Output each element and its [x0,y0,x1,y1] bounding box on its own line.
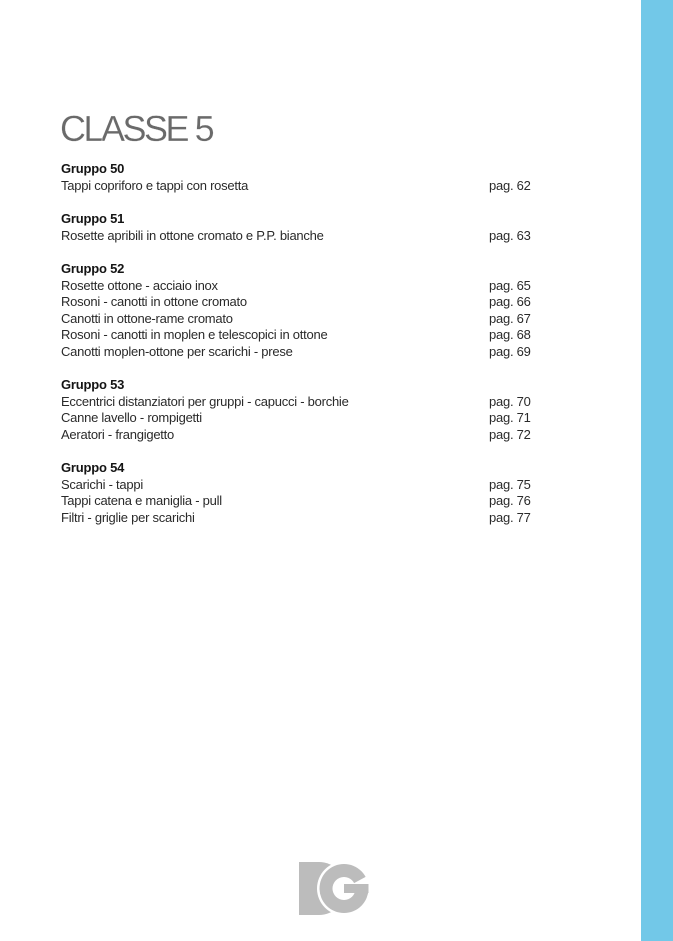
entry-page-number: pag. 77 [489,509,531,525]
entry-label: Tappi copriforo e tappi con rosetta [61,177,249,193]
toc-entry [61,427,535,444]
group-title: Gruppo 52 [61,261,125,276]
group-title: Gruppo 54 [61,460,125,475]
entry-label: Eccentrici distanziatori per gruppi - capucci - borchie [61,393,349,409]
entry-label: Canotti in ottone-rame cromato [61,310,233,326]
entry-label: Rosette apribili in ottone cromato e P.P. bianche [61,227,324,243]
company-logo [299,862,371,920]
toc-group [61,261,535,360]
group-title: Gruppo 51 [61,211,125,226]
toc-entry [61,344,535,361]
entry-page-number: pag. 76 [489,493,531,508]
toc-entry [61,327,535,344]
entry-label: Canotti moplen-ottone per scarichi - prese [61,343,293,359]
entry-page-number: pag. 68 [489,327,531,342]
dg-monogram-logo [299,862,371,915]
entry-page-number: pag. 69 [489,343,531,359]
toc-entry [61,311,535,328]
entry-label: Filtri - griglie per scarichi [61,509,195,525]
entry-label: Tappi catena e maniglia - pull [61,493,222,508]
toc-entry [61,294,535,311]
toc-entry [61,178,535,195]
entry-page-number: pag. 65 [489,277,531,293]
toc-entry [61,410,535,427]
toc-group [61,211,535,244]
entry-label: Rosoni - canotti in moplen e telescopici in ottone [61,327,328,342]
toc-entry [61,394,535,411]
entry-page-number: pag. 66 [489,294,531,309]
accent-side-bar [641,0,673,941]
toc-entry [61,493,535,510]
toc-group [61,460,535,526]
entry-label: Rosette ottone - acciaio inox [61,277,218,293]
entry-page-number: pag. 75 [489,476,531,492]
entry-label: Canne lavello - rompigetti [61,410,202,425]
toc-entry [61,278,535,295]
toc-entry [61,477,535,494]
page-title: CLASSE 5 [60,108,213,149]
entry-label: Rosoni - canotti in ottone cromato [61,294,247,309]
toc-entry [61,510,535,527]
entry-page-number: pag. 63 [489,227,531,243]
entry-page-number: pag. 71 [489,410,531,425]
toc-entry [61,228,535,245]
entry-page-number: pag. 67 [489,310,531,326]
entry-page-number: pag. 72 [489,426,531,442]
entry-label: Aeratori - frangigetto [61,426,175,442]
group-title: Gruppo 53 [61,377,125,392]
entry-page-number: pag. 70 [489,393,531,409]
group-title: Gruppo 50 [61,161,125,176]
entry-page-number: pag. 62 [489,177,531,193]
entry-label: Scarichi - tappi [61,476,143,492]
toc-group [61,377,535,443]
toc-group [61,161,535,194]
table-of-contents [61,161,535,543]
